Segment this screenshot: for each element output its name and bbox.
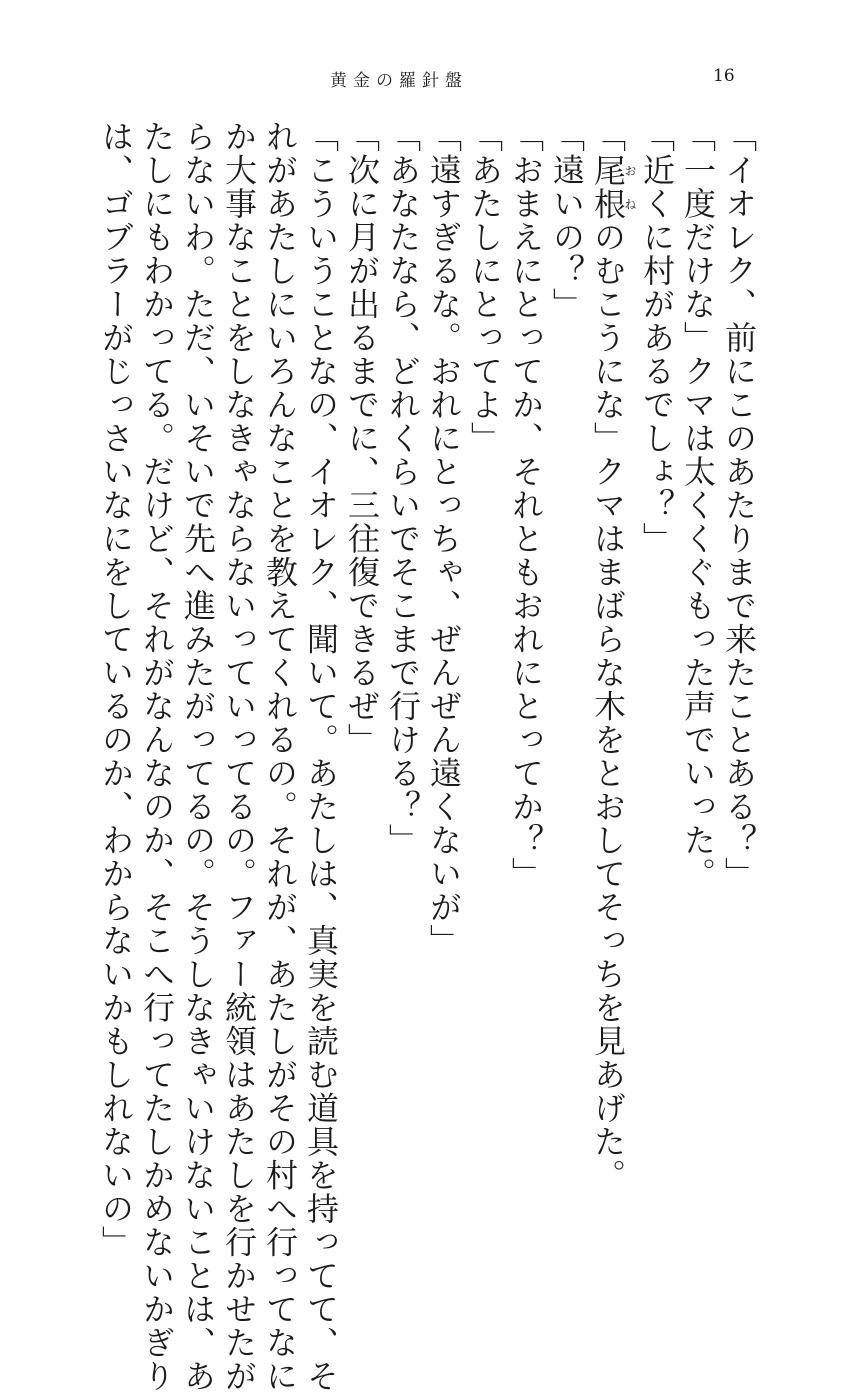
text-line: 「イオレク、前にこのあたりまで来たことある？」 [720,120,758,891]
text-line: 「次に月が出るまでに、三往復できるぜ」 [343,120,381,757]
text-line: れがあたしにいろんなことを教えてくれるの。それが、あたしがその村へ行ってなに [261,120,299,1393]
text-line: 「あなたなら、どれくらいでそこまで行ける？」 [384,120,422,857]
text-line: らないわ。ただ、いそいで先へ進みたがってるの。そうしなきゃいけないことは、あ [179,120,217,1393]
text-line: か大事なことをしなきゃならないっていってるの。ファー統領はあたしを行かせたが [220,120,258,1393]
text-line: 「おまえにとってか、それともおれにとってか？」 [507,120,545,891]
text-line: 「あたしにとってよ」 [466,120,504,455]
ruby-reading: おね [623,153,637,221]
open-bracket: 「 [589,120,627,154]
text-line: 「近くに村があるでしょ？」 [638,120,676,556]
text-line: たしにもわかってる。だけど、それがなんなのか、そこへ行ってたしかめないかぎり [138,120,176,1393]
ruby-base: 尾根 [589,153,627,221]
text-line: 「一度だけな」クマは太くくぐもった声でいった。 [679,120,717,891]
ruby-annotation [589,153,637,221]
vertical-text-body [95,120,759,1393]
page-number: 16 [713,66,735,86]
text-line-rest: のむこうにな」クマはまばらな木をとおしてそっちを見あげた。 [589,220,627,1192]
text-line: 「遠すぎるな。おれにとっちゃ、ぜんぜん遠くないが」 [425,120,463,958]
text-line: 「遠いの？」 [548,120,586,321]
text-line: は、ゴブラーがじっさいなにをしているのか、わからないかもしれないの」 [97,120,135,1259]
text-line-with-ruby [587,120,637,1192]
text-line: 「こういうことなの、イオレク、聞いて。あたしは、真実を読む道具を持ってて、そ [302,120,340,1393]
running-title: 黄金の羅針盤 [330,71,468,91]
